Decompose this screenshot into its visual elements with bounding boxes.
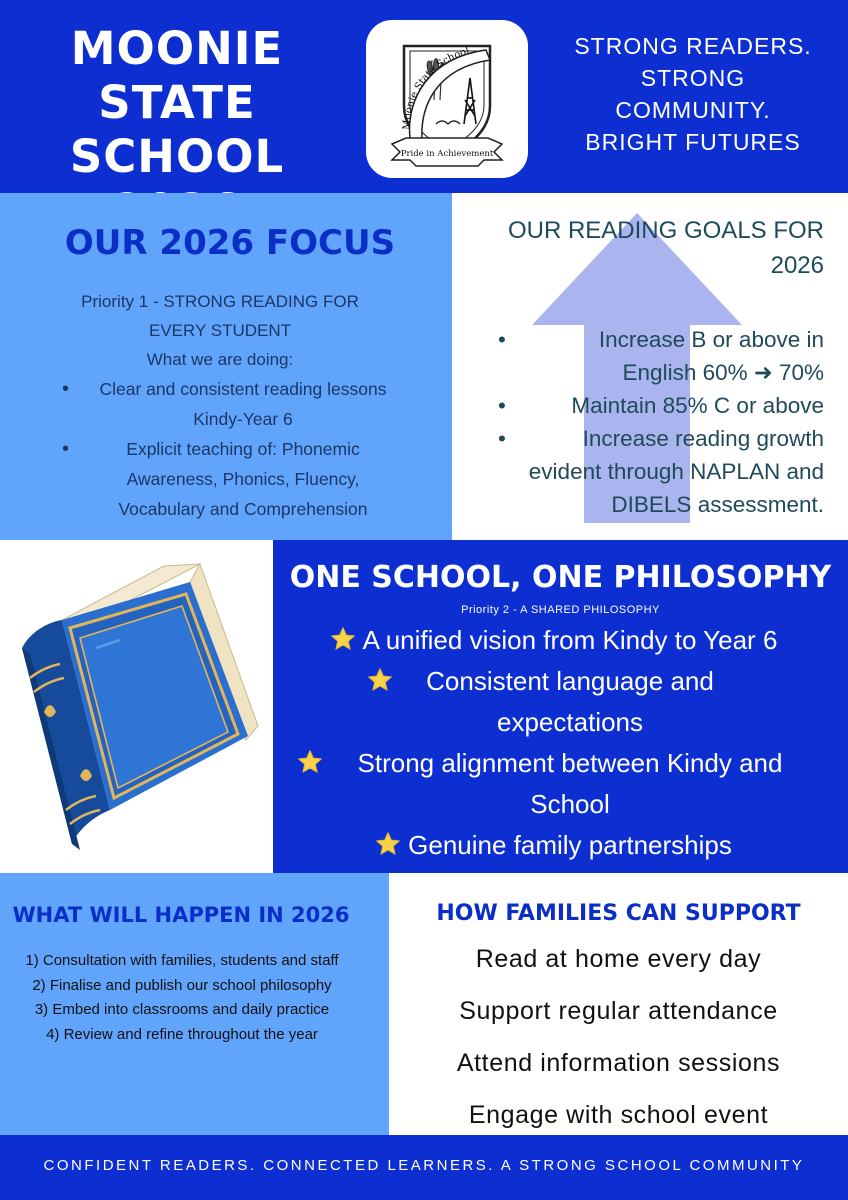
support-title: HOW FAMILIES CAN SUPPORT	[436, 901, 801, 926]
support-list-item: Engage with school event	[468, 1101, 769, 1129]
goals-title: OUR READING GOALS FOR 2026	[507, 217, 824, 279]
focus-list-item: • Explicit teaching of: Phonemic Awareness, Phonics, Fluency, Vocabulary and Comprehension	[62, 434, 398, 524]
philosophy-list-item	[273, 825, 833, 866]
happen-list-item: 1) Consultation with families, students and staff	[25, 952, 339, 969]
logo-arc-text: Moonie State School	[401, 45, 471, 131]
support-list-item: Read at home every day	[475, 945, 762, 973]
happen-list-item: 4) Review and refine throughout the year	[46, 1025, 318, 1043]
focus-priority-line: EVERY STUDENT	[148, 321, 292, 340]
happen-title: WHAT WILL HAPPEN IN 2026	[12, 903, 350, 927]
focus-priority-line: Priority 1 - STRONG READING FOR	[81, 292, 359, 311]
school-title-line: SCHOOL	[69, 130, 285, 183]
philosophy-item-text: Genuine family partnerships	[408, 830, 732, 860]
tagline-line: BRIGHT FUTURES	[585, 129, 801, 155]
header-tagline	[548, 30, 838, 158]
star-icon	[366, 666, 394, 694]
philosophy-title: ONE SCHOOL, ONE PHILOSOPHY	[289, 560, 832, 595]
logo-motto: Pride in Achievement	[400, 149, 494, 159]
focus-list	[62, 374, 398, 524]
book-icon	[0, 540, 273, 873]
philosophy-item-text: A unified vision from Kindy to Year 6	[362, 625, 778, 655]
star-icon	[374, 830, 402, 858]
tagline-line: STRONG READERS.	[574, 33, 812, 59]
support-section	[389, 873, 848, 1135]
star-icon	[296, 748, 324, 776]
footer-text: CONFIDENT READERS. CONNECTED LEARNERS. A STRONG SCHOOL COMMUNITY	[43, 1157, 805, 1174]
happen-list-item: 3) Embed into classrooms and daily practice	[34, 1001, 330, 1018]
philosophy-list-item	[273, 743, 833, 825]
philosophy-section	[273, 540, 848, 873]
school-crest-icon	[366, 20, 528, 178]
tagline-line: COMMUNITY.	[615, 97, 771, 123]
tagline-line: STRONG	[640, 65, 746, 91]
footer-banner	[0, 1135, 848, 1200]
happen-list-item: 2) Finalise and publish our school philosophy	[32, 976, 332, 994]
philosophy-item-text: Strong alignment between Kindy and School	[357, 748, 783, 819]
goals-list-item: • Maintain 85% C or above	[498, 389, 824, 422]
school-title-line: STATE	[98, 76, 256, 129]
school-logo	[366, 20, 528, 178]
goals-list-item: • Increase B or above in English 60% ➜ 70%	[498, 323, 824, 389]
happen-list	[14, 949, 350, 1047]
school-title-line: MOONIE	[70, 22, 284, 75]
philosophy-list-item	[273, 661, 833, 743]
goals-list-item: • Increase reading growth evident through NAPLAN and DIBELS assessment.	[498, 422, 824, 521]
goals-list	[498, 323, 824, 521]
focus-priority	[40, 287, 400, 374]
philosophy-subtitle: Priority 2 - A SHARED PHILOSOPHY	[461, 604, 660, 616]
philosophy-list-item	[273, 620, 833, 661]
happen-section	[0, 873, 389, 1135]
goals-section	[452, 193, 848, 540]
philosophy-item-text: Consistent language and expectations	[426, 666, 714, 737]
support-list-item: Attend information sessions	[456, 1049, 781, 1077]
header-banner	[0, 0, 848, 193]
focus-list-item: • Clear and consistent reading lessons Kindy-Year 6	[62, 374, 398, 434]
philosophy-list	[273, 620, 833, 866]
star-icon	[329, 625, 357, 653]
focus-doing-label: What we are doing:	[146, 350, 294, 369]
support-list	[389, 933, 848, 1141]
focus-title: OUR 2026 FOCUS	[64, 223, 396, 263]
support-list-item: Support regular attendance	[459, 997, 778, 1025]
book-illustration-panel	[0, 540, 273, 873]
focus-section	[0, 193, 452, 540]
